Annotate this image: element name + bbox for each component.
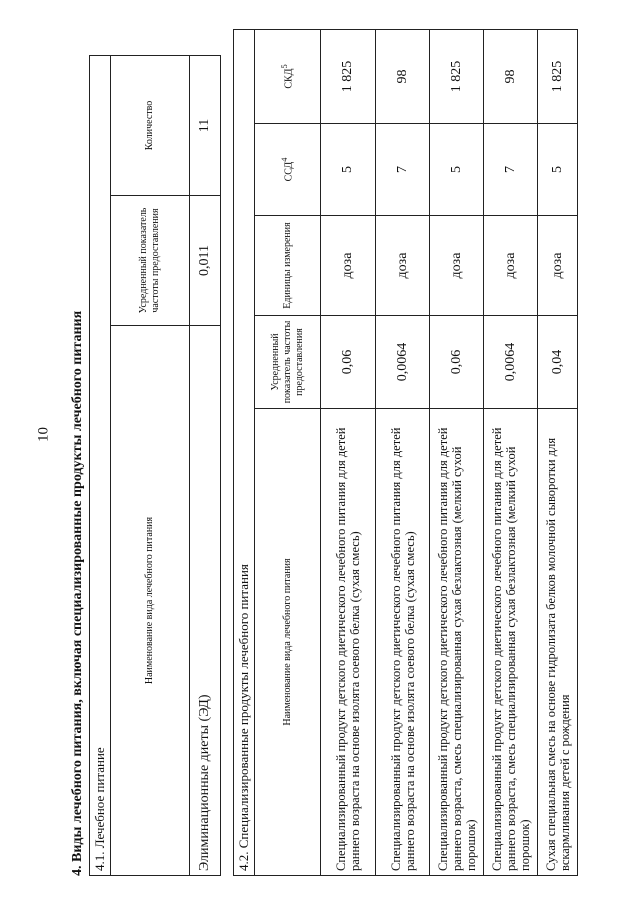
product-ssd: 5 <box>321 124 376 216</box>
table-row <box>484 29 538 875</box>
product-ssd: 5 <box>430 124 484 216</box>
product-skd: 1 825 <box>538 29 578 123</box>
diet-quantity: 11 <box>190 56 221 196</box>
product-skd: 98 <box>376 29 430 123</box>
header-quantity: Количество <box>111 56 190 196</box>
page-number: 10 <box>35 427 52 442</box>
product-unit: доза <box>484 216 538 316</box>
product-frequency: 0,0064 <box>484 316 538 409</box>
product-name: Специализированный продукт детского диетического лечебного питания для детей раннего возраста на основе изолята соевого белка (сухая смесь) <box>376 409 430 876</box>
specialized-products-table <box>233 29 578 876</box>
product-name: Специализированный продукт детского диетического лечебного питания для детей раннего возраста на основе изолята соевого белка (сухая смесь) <box>321 409 376 876</box>
header-frequency: Усредненный показатель частоты предоставления <box>111 196 190 326</box>
product-skd: 98 <box>484 29 538 123</box>
table-row <box>190 56 221 876</box>
product-unit: доза <box>376 216 430 316</box>
product-ssd: 5 <box>538 124 578 216</box>
table-row <box>321 29 376 875</box>
product-frequency: 0,06 <box>430 316 484 409</box>
table-row <box>430 29 484 875</box>
table-row <box>376 29 430 875</box>
rotated-page-content <box>70 30 570 876</box>
product-ssd: 7 <box>484 124 538 216</box>
header-unit: Единицы измерения <box>255 216 321 316</box>
product-frequency: 0,06 <box>321 316 376 409</box>
product-skd: 1 825 <box>321 29 376 123</box>
header-name: Наименование вида лечебного питания <box>255 409 321 876</box>
header-ssd: ССД$^4$ <box>255 124 321 216</box>
section-4-2-title: 4.2. Специализированные продукты лечебного питания <box>234 29 255 875</box>
diet-frequency: 0,011 <box>190 196 221 326</box>
product-name: Сухая специальная смесь на основе гидролизата белков молочной сыворотки для вскармливания детей с рождения <box>538 409 578 876</box>
table-row <box>538 29 578 875</box>
section-4-1-title: 4.1. Лечебное питание <box>90 56 111 876</box>
product-unit: доза <box>430 216 484 316</box>
header-skd: СКД$^5$ <box>255 29 321 123</box>
product-unit: доза <box>321 216 376 316</box>
header-frequency: Усредненный показатель частоты предоставления <box>255 316 321 409</box>
therapeutic-nutrition-table <box>89 55 221 876</box>
product-name: Специализированный продукт детского диетического лечебного питания для детей раннего возраста, смесь специализированная сухая безлактозная (мелкий сухой порошок) <box>430 409 484 876</box>
footnote-4: 4 <box>280 157 290 162</box>
product-unit: доза <box>538 216 578 316</box>
section-heading: 4. Виды лечебного питания, включая специализированные продукты лечебного питания <box>70 310 85 876</box>
product-name: Специализированный продукт детского диетического лечебного питания для детей раннего возраста, смесь специализированная сухая безлактозная (мелкий сухой порошок) <box>484 409 538 876</box>
footnote-5: 5 <box>280 64 290 69</box>
header-name: Наименование вида лечебного питания <box>111 326 190 876</box>
product-frequency: 0,04 <box>538 316 578 409</box>
product-ssd: 7 <box>376 124 430 216</box>
product-skd: 1 825 <box>430 29 484 123</box>
diet-name: Элиминационные диеты (ЭД) <box>190 326 221 876</box>
product-frequency: 0,0064 <box>376 316 430 409</box>
